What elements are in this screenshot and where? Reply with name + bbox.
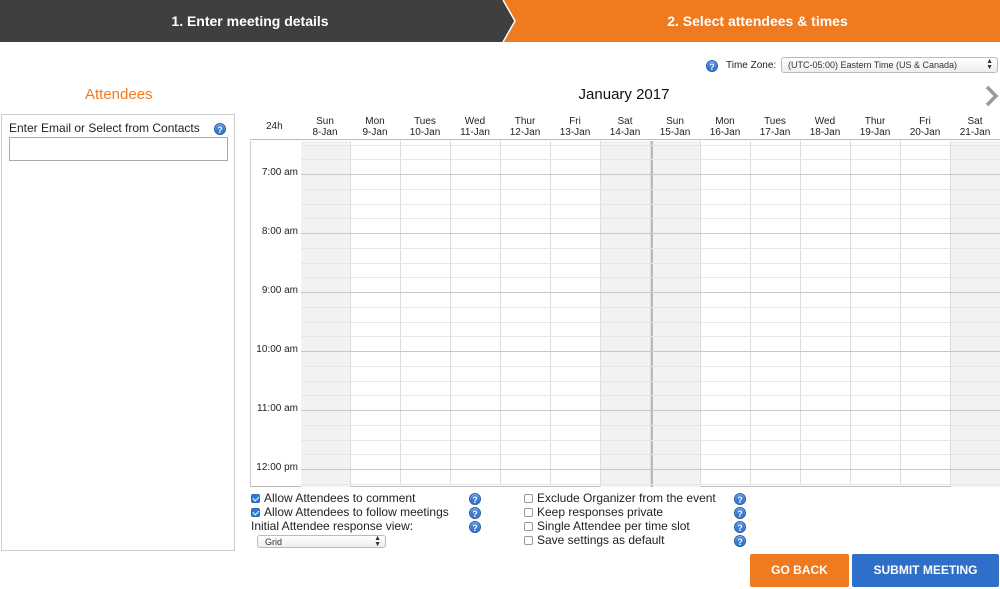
- grid-line: [301, 204, 1000, 205]
- day-header: [650, 116, 700, 138]
- day-name: Thur: [864, 116, 886, 127]
- grid-line: [301, 189, 1000, 190]
- timezone-help-icon[interactable]: ?: [706, 60, 718, 72]
- grid-line: [301, 233, 1000, 234]
- day-name: Fri: [919, 116, 931, 127]
- step-progress-bar: [0, 0, 1000, 42]
- grid-line: [301, 425, 1000, 426]
- email-help-icon[interactable]: ?: [214, 123, 226, 135]
- day-header: [700, 116, 750, 138]
- grid-line: [301, 174, 1000, 175]
- response-view-value: Grid: [265, 537, 283, 547]
- follow-help-icon[interactable]: ?: [469, 507, 481, 519]
- time-label: 7:00 am: [261, 167, 298, 178]
- day-name: Tues: [414, 116, 436, 127]
- save-default-option[interactable]: [524, 533, 664, 547]
- next-week-chevron-icon[interactable]: [983, 84, 1000, 108]
- save-default-label: Save settings as default: [537, 533, 665, 547]
- day-column[interactable]: [501, 141, 551, 487]
- day-date: 18-Jan: [809, 127, 841, 138]
- day-date: 21-Jan: [959, 127, 991, 138]
- day-column[interactable]: [551, 141, 601, 487]
- exclude-organizer-checkbox[interactable]: [524, 494, 533, 503]
- grid-line: [301, 218, 1000, 219]
- allow-follow-checkbox[interactable]: [251, 508, 260, 517]
- day-date: 15-Jan: [659, 127, 691, 138]
- grid-line: [301, 307, 1000, 308]
- day-date: 20-Jan: [909, 127, 941, 138]
- day-header: [800, 116, 850, 138]
- exclude-organizer-label: Exclude Organizer from the event: [537, 491, 716, 505]
- response-view-select[interactable]: [257, 535, 386, 548]
- allow-comment-checkbox[interactable]: [251, 494, 260, 503]
- allow-follow-label: Allow Attendees to follow meetings: [264, 505, 449, 519]
- day-name: Wed: [814, 116, 836, 127]
- day-column[interactable]: [401, 141, 451, 487]
- email-input[interactable]: [9, 137, 228, 161]
- day-column[interactable]: [901, 141, 951, 487]
- keep-private-option[interactable]: [524, 505, 663, 519]
- grid-line: [301, 322, 1000, 323]
- grid-line: [301, 336, 1000, 337]
- timezone-label: Time Zone:: [726, 60, 777, 71]
- time-slot-grid[interactable]: [250, 141, 1000, 487]
- single-attendee-checkbox[interactable]: [524, 522, 533, 531]
- day-name: Sun: [666, 116, 684, 127]
- allow-follow-option[interactable]: [251, 505, 449, 519]
- comment-help-icon[interactable]: ?: [469, 493, 481, 505]
- day-header: [350, 116, 400, 138]
- go-back-button[interactable]: GO BACK: [750, 554, 849, 587]
- day-date: 17-Jan: [759, 127, 791, 138]
- allow-comment-option[interactable]: [251, 491, 415, 505]
- grid-line: [301, 351, 1000, 352]
- grid-line: [301, 366, 1000, 367]
- day-column[interactable]: [751, 141, 801, 487]
- grid-line: [301, 454, 1000, 455]
- day-column[interactable]: [351, 141, 401, 487]
- month-title: January 2017: [578, 86, 670, 103]
- day-date: 8-Jan: [312, 127, 338, 138]
- response-view-help-icon[interactable]: ?: [469, 521, 481, 533]
- timezone-value: (UTC-05:00) Eastern Time (US & Canada): [788, 60, 958, 70]
- day-date: 10-Jan: [409, 127, 441, 138]
- time-label: 10:00 am: [256, 344, 298, 355]
- day-name: Fri: [569, 116, 581, 127]
- grid-line: [301, 381, 1000, 382]
- save-default-help-icon[interactable]: ?: [734, 535, 746, 547]
- select-arrows-icon: ▲ ▼: [374, 535, 381, 548]
- time-label: 8:00 am: [261, 226, 298, 237]
- single-attendee-help-icon[interactable]: ?: [734, 521, 746, 533]
- single-attendee-label: Single Attendee per time slot: [537, 519, 690, 533]
- response-view-label: Initial Attendee response view:: [251, 519, 414, 533]
- day-header: [300, 116, 350, 138]
- day-name: Thur: [514, 116, 536, 127]
- time-format-toggle[interactable]: 24h: [266, 121, 283, 132]
- attendees-panel: [1, 114, 235, 551]
- exclude-organizer-option[interactable]: [524, 491, 716, 505]
- allow-comment-label: Allow Attendees to comment: [264, 491, 416, 505]
- day-header: [900, 116, 950, 138]
- day-header: [550, 116, 600, 138]
- grid-line: [301, 292, 1000, 293]
- day-date: 11-Jan: [460, 127, 490, 138]
- day-name: Sat: [967, 116, 983, 127]
- grid-line: [301, 248, 1000, 249]
- select-arrows-icon: ▲ ▼: [986, 58, 993, 71]
- day-column[interactable]: [801, 141, 851, 487]
- time-label: 9:00 am: [261, 285, 298, 296]
- grid-line: [301, 277, 1000, 278]
- grid-line: [301, 410, 1000, 411]
- keep-private-checkbox[interactable]: [524, 508, 533, 517]
- day-name: Sat: [617, 116, 633, 127]
- save-default-checkbox[interactable]: [524, 536, 533, 545]
- day-name: Mon: [365, 116, 385, 127]
- day-name: Wed: [464, 116, 486, 127]
- day-column[interactable]: [651, 141, 701, 487]
- attendees-title: Attendees: [85, 86, 153, 103]
- submit-meeting-button[interactable]: SUBMIT MEETING: [852, 554, 999, 587]
- day-header: [400, 116, 450, 138]
- day-date: 9-Jan: [362, 127, 388, 138]
- day-date: 13-Jan: [559, 127, 591, 138]
- time-label: 11:00 am: [257, 403, 298, 414]
- day-column[interactable]: [701, 141, 751, 487]
- email-label: Enter Email or Select from Contacts: [9, 121, 200, 135]
- day-column[interactable]: [601, 141, 651, 487]
- day-column[interactable]: [951, 141, 1000, 487]
- keep-private-label: Keep responses private: [537, 505, 664, 519]
- day-header: [750, 116, 800, 138]
- day-date: 14-Jan: [609, 127, 641, 138]
- day-header: [450, 116, 500, 138]
- grid-line: [301, 263, 1000, 264]
- day-column[interactable]: [451, 141, 501, 487]
- day-name: Sun: [316, 116, 334, 127]
- step1-label[interactable]: 1. Enter meeting details: [171, 13, 329, 29]
- day-header: [600, 116, 650, 138]
- day-column[interactable]: [851, 141, 901, 487]
- day-date: 16-Jan: [709, 127, 741, 138]
- day-name: Mon: [715, 116, 735, 127]
- day-header: [950, 116, 1000, 138]
- step2-label[interactable]: 2. Select attendees & times: [667, 13, 848, 29]
- single-attendee-option[interactable]: [524, 519, 690, 533]
- day-date: 19-Jan: [859, 127, 891, 138]
- grid-line: [301, 395, 1000, 396]
- day-column[interactable]: [301, 141, 351, 487]
- day-name: Tues: [764, 116, 786, 127]
- calendar-header: [250, 112, 1000, 140]
- calendar-grid: [250, 112, 1000, 488]
- grid-line: [301, 440, 1000, 441]
- exclude-organizer-help-icon[interactable]: ?: [734, 493, 746, 505]
- grid-line: [301, 469, 1000, 470]
- time-label: 12:00 pm: [256, 462, 298, 473]
- grid-line: [301, 145, 1000, 146]
- grid-line: [301, 484, 1000, 485]
- day-header: [850, 116, 900, 138]
- day-header: [500, 116, 550, 138]
- keep-private-help-icon[interactable]: ?: [734, 507, 746, 519]
- day-date: 12-Jan: [509, 127, 541, 138]
- timezone-select[interactable]: [781, 57, 998, 73]
- grid-line: [301, 159, 1000, 160]
